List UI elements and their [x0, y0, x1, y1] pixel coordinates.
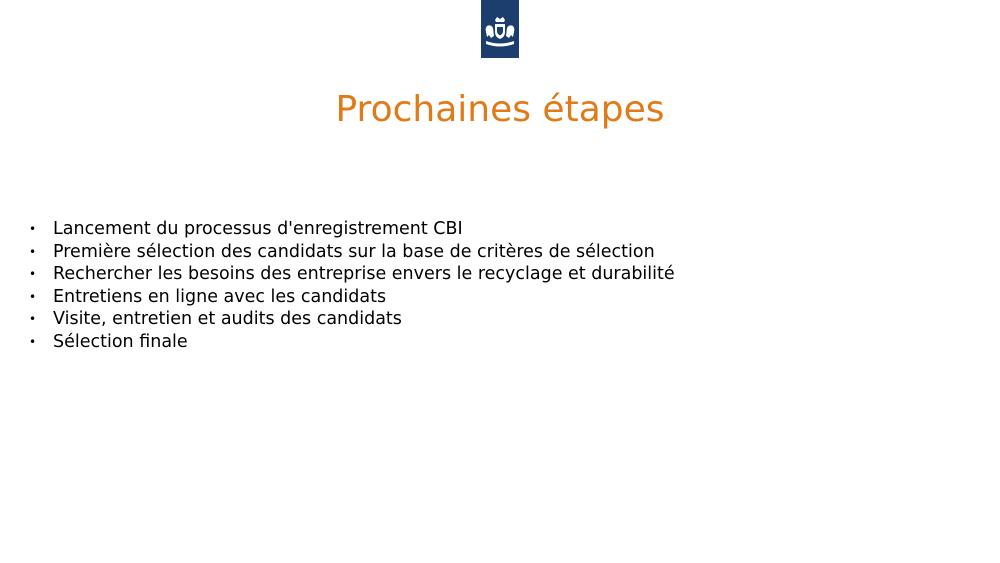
bullet-text: Lancement du processus d'enregistrement CBI: [53, 219, 463, 239]
list-item: [28, 286, 675, 309]
list-item: [28, 241, 675, 264]
bullet-dot-icon: •: [29, 334, 37, 349]
slide-title: Prochaines étapes: [335, 89, 665, 130]
list-item: [28, 263, 675, 286]
bullet-list: [28, 218, 675, 354]
bullet-text: Première sélection des candidats sur la base de critères de sélection: [53, 241, 655, 262]
bullet-text: Sélection finale: [53, 331, 188, 352]
bullet-dot-icon: •: [29, 222, 37, 236]
bullet-dot-icon: •: [29, 289, 37, 304]
government-logo: [481, 0, 519, 58]
bullet-dot-icon: •: [29, 312, 37, 327]
bullet-dot-icon: •: [29, 244, 37, 259]
list-item: [28, 308, 675, 331]
list-item: [28, 331, 675, 354]
bullet-text: Rechercher les besoins des entreprise envers le recyclage et durabilité: [53, 264, 675, 285]
bullet-text: Visite, entretien et audits des candidats: [53, 309, 402, 330]
list-item: [28, 218, 675, 241]
bullet-text: Entretiens en ligne avec les candidats: [53, 286, 387, 307]
coat-of-arms-icon: [483, 16, 517, 50]
bullet-dot-icon: •: [29, 267, 37, 282]
